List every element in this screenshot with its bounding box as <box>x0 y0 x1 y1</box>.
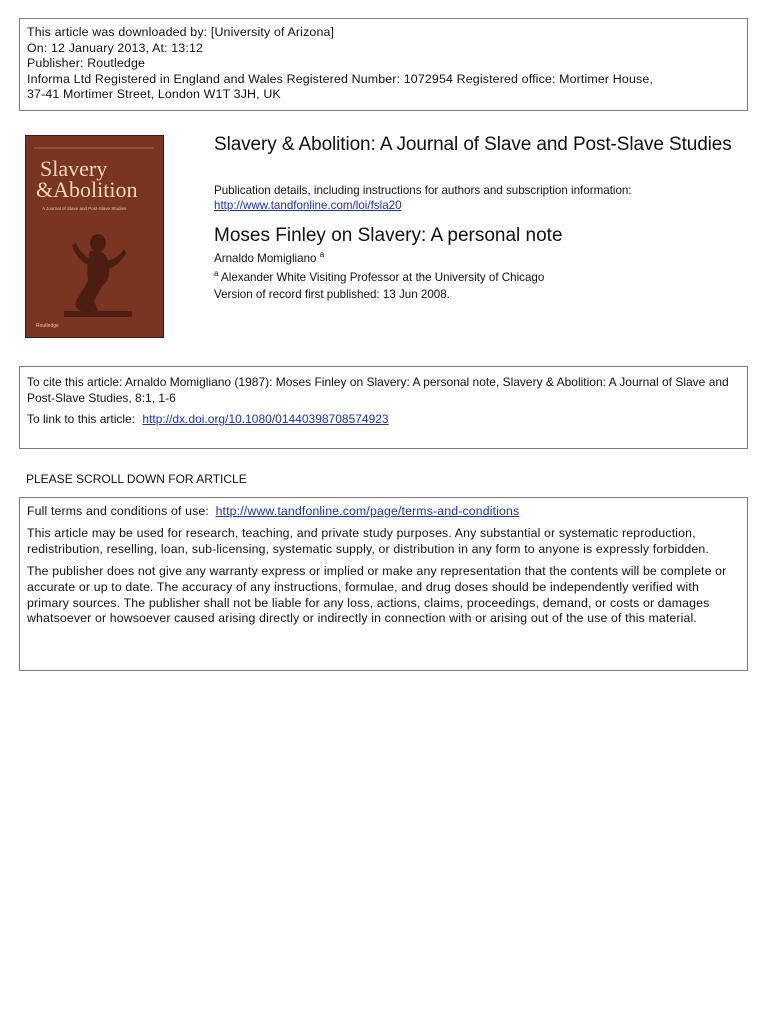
cover-subtitle: A Journal of Slave and Post-Slave Studies <box>42 206 127 211</box>
registration: Informa Ltd Registered in England and Wales Registered Number: 1072954 Registered office: Mortimer House, <box>27 71 653 86</box>
cover-header-rule <box>34 144 154 152</box>
download-info-box <box>19 18 748 111</box>
affiliation-text: Alexander White Visiting Professor at the University of Chicago <box>221 271 545 284</box>
scroll-notice: PLEASE SCROLL DOWN FOR ARTICLE <box>26 472 247 486</box>
cover-title-line1: Slavery <box>40 156 108 181</box>
article-link-label: To link to this article: <box>27 412 136 427</box>
usage-paragraph: This article may be used for research, teaching, and private study purposes. Any substantial or systematic reproduction, redistribution, reselling, loan, sub-licensing, systematic supply, or distribution in any form to anyone is expressly forbidden. <box>27 525 709 556</box>
version-of-record: Version of record first published: 13 Jun 2008. <box>214 288 450 301</box>
citation-box <box>19 366 748 449</box>
doi-link[interactable]: http://dx.doi.org/10.1080/01440398708574923 <box>142 412 389 427</box>
terms-box <box>19 497 748 671</box>
cover-publisher: Routledge <box>36 323 59 329</box>
publication-details-text: Publication details, including instructions for authors and subscription information: <box>214 184 632 197</box>
journal-cover-image <box>25 135 164 338</box>
journal-title: Slavery & Abolition: A Journal of Slave and Post-Slave Studies <box>214 134 732 155</box>
kneeling-figure-icon <box>46 231 146 321</box>
terms-label: Full terms and conditions of use: <box>27 504 209 518</box>
disclaimer-paragraph: The publisher does not give any warranty express or implied or make any representation that the contents will be complete or accurate or up to date. The accuracy of any instructions, formulae, and drug doses should be independently verified with primary sources. The publisher shall not be liable for any loss, actions, claims, proceedings, demand, or costs or damages whatsoever or howsoever caused arising directly or indirectly in connection with or arising out of the use of this material. <box>27 563 727 626</box>
terms-link[interactable]: http://www.tandfonline.com/page/terms-and-conditions <box>215 504 520 518</box>
author-affiliation-marker: a <box>319 250 325 259</box>
terms-line <box>27 504 737 520</box>
author-name: Arnaldo Momigliano <box>214 252 317 265</box>
publisher: Publisher: Routledge <box>27 56 146 71</box>
author-line <box>214 251 324 266</box>
affiliation-line <box>214 270 544 285</box>
affiliation-marker: a <box>214 269 219 278</box>
download-by: This article was downloaded by: [University of Arizona] <box>27 25 335 39</box>
article-title: Moses Finley on Slavery: A personal note <box>214 225 563 246</box>
cover-title-line2: &Abolition <box>36 177 138 202</box>
journal-url-link[interactable]: http://www.tandfonline.com/loi/fsla20 <box>214 199 402 212</box>
article-link-line <box>27 412 737 428</box>
citation-text: To cite this article: Arnaldo Momigliano (1987): Moses Finley on Slavery: A personal note, Slavery & Abolition: A Journal of Slave and Post-Slave Studies, 8:1, 1-6 <box>27 375 729 405</box>
publication-details <box>214 183 632 213</box>
download-date: On: 12 January 2013, At: 13:12 <box>27 40 204 55</box>
address: 37-41 Mortimer Street, London W1T 3JH, UK <box>27 87 281 102</box>
